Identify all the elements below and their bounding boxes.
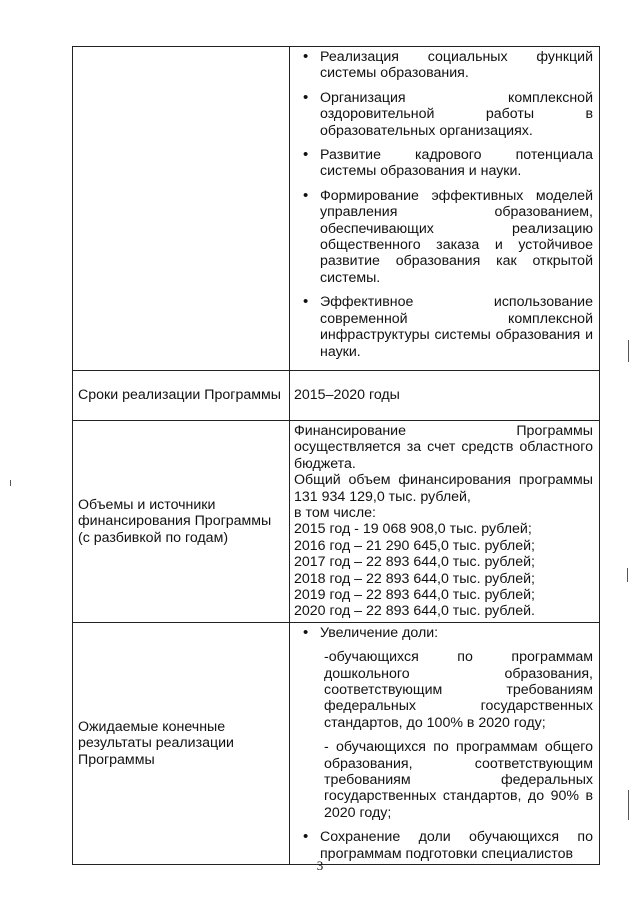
list-item: • Формирование эффективных моделей управления образованием, обеспечивающих реализацию общественного заказа и устойчивое развитие образования как открытой системы.: [294, 188, 593, 286]
tasks-list: [294, 49, 593, 360]
row-value-cell: [290, 420, 600, 622]
scan-mark: [10, 480, 11, 486]
financing-year: 2018 год – 22 893 644,0 тыс. рублей;: [294, 570, 535, 587]
result-subitem: -обучающихся по программам дошкольного образования, соответствующим требованиям федеральных государственных стандартов, до 100% в 2020 году;: [324, 649, 593, 731]
scan-mark: [627, 568, 628, 582]
financing-year: 2017 год – 22 893 644,0 тыс. рублей;: [294, 554, 535, 571]
list-item: • Эффективное использование современной комплексной инфраструктуры системы образования и науки.: [294, 294, 593, 360]
row-value-cell: 2015–2020 годы: [290, 370, 600, 420]
list-item: • Организация комплексной оздоровительной работы в образовательных организациях.: [294, 90, 593, 139]
financing-including: в том числе:: [294, 504, 376, 521]
financing-year: 2019 год – 22 893 644,0 тыс. рублей;: [294, 586, 535, 603]
row-label-cell: Ожидаемые конечные результаты реализации Программы: [73, 622, 290, 864]
page-number: 3: [316, 858, 324, 873]
list-item: • Увеличение доли:: [294, 625, 593, 641]
row-value-cell: [290, 47, 600, 371]
program-passport-table: [72, 46, 600, 865]
list-item: • Сохранение доли обучающихся по программам подготовки специалистов: [294, 829, 593, 862]
results-list: [294, 625, 593, 641]
row-label-cell: Объемы и источники финансирования Программы (с разбивкой по годам): [73, 420, 290, 622]
table-row: [73, 622, 600, 864]
row-value-cell: [290, 622, 600, 864]
financing-total: Общий объем финансирования программы 131 934 129,0 тыс. рублей,: [294, 472, 593, 505]
table-row: [73, 420, 600, 622]
financing-year: 2015 год - 19 068 908,0 тыс. рублей;: [294, 521, 532, 538]
table-row: [73, 47, 600, 371]
table-row: [73, 370, 600, 420]
scan-mark: [628, 340, 629, 362]
financing-year: 2020 год – 22 893 644,0 тыс. рублей.: [294, 603, 535, 620]
scan-mark: [628, 790, 629, 820]
result-subitem: - обучающихся по программам общего образования, соответствующим требованиям федеральных государственных стандартов, до 90% в 2020 году;: [324, 739, 593, 821]
financing-intro: Финансирование Программы осуществляется за счет средств областного бюджета.: [294, 422, 593, 472]
financing-year: 2016 год – 21 290 645,0 тыс. рублей;: [294, 537, 535, 554]
list-item: • Реализация социальных функций системы образования.: [294, 49, 593, 82]
row-label-cell: Сроки реализации Программы: [73, 370, 290, 420]
row-label-cell: [73, 47, 290, 371]
list-item: • Развитие кадрового потенциала системы образования и науки.: [294, 147, 593, 180]
